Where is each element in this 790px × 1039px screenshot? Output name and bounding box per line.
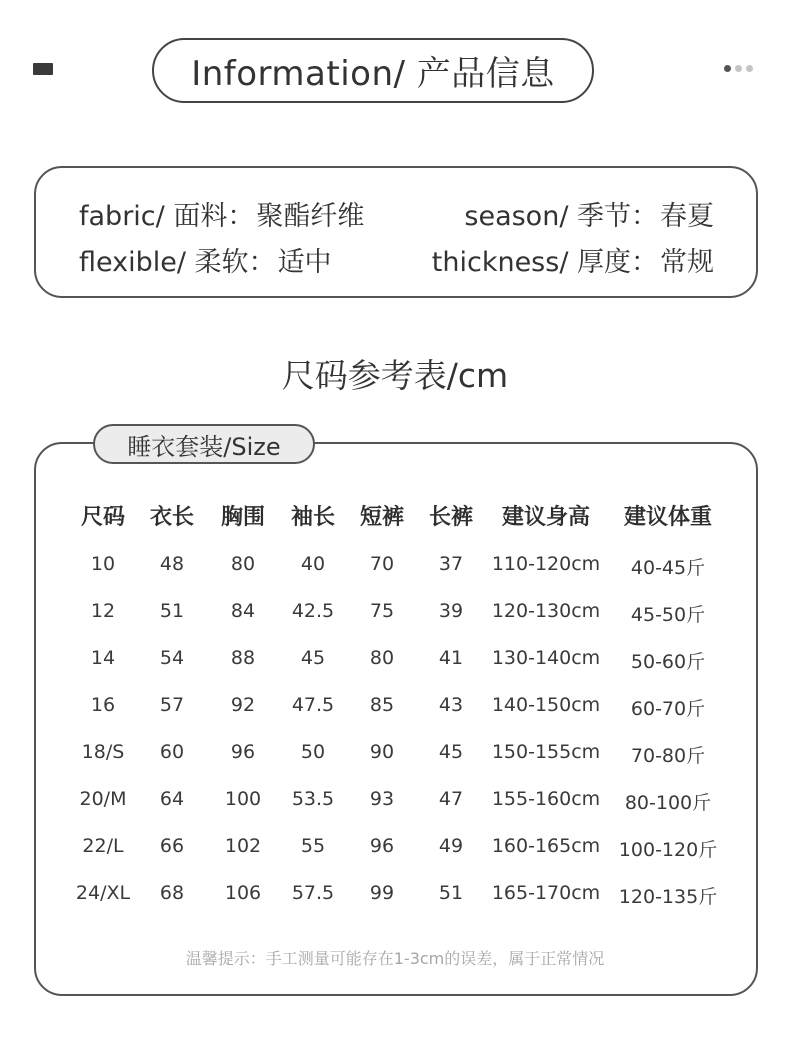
column-header-sleeve: 袖长 [290, 505, 336, 530]
table-cell: 80 [230, 553, 256, 575]
page-title: Information/ 产品信息 [152, 38, 594, 103]
table-cell: 40-45斤 [630, 557, 706, 579]
table-cell: 60 [159, 741, 185, 763]
table-cell: 80 [369, 647, 395, 669]
table-cell: 50 [300, 741, 326, 763]
table-cell: 120-130cm [491, 600, 601, 622]
attribute-value: 聚酯纤维 [256, 201, 365, 232]
table-cell: 14 [90, 647, 116, 669]
size-chart-heading: 尺码参考表/cm [281, 356, 509, 395]
attribute-fabric [79, 194, 364, 233]
more-dots-icon [724, 65, 753, 72]
column-header-height: 建议身高 [501, 505, 591, 530]
attribute-season [464, 194, 714, 233]
table-cell: 160-165cm [491, 835, 601, 857]
more-dot [746, 65, 753, 72]
column-header-length: 衣长 [149, 505, 195, 530]
table-cell: 80-100斤 [624, 792, 712, 814]
table-cell: 140-150cm [491, 694, 601, 716]
table-cell: 165-170cm [491, 882, 601, 904]
attribute-label: season/ 季节： [464, 201, 658, 232]
attribute-flexible [79, 240, 332, 279]
table-cell: 66 [159, 835, 185, 857]
table-cell: 45 [300, 647, 326, 669]
table-cell: 43 [438, 694, 464, 716]
column-header-chest: 胸围 [220, 505, 266, 530]
attribute-value: 适中 [277, 247, 332, 278]
table-cell: 37 [438, 553, 464, 575]
table-cell: 22/L [82, 835, 124, 857]
table-cell: 88 [230, 647, 256, 669]
table-cell: 100 [224, 788, 262, 810]
table-cell: 20/M [79, 788, 127, 810]
table-cell: 55 [300, 835, 326, 857]
table-cell: 70-80斤 [630, 745, 706, 767]
table-cell: 51 [438, 882, 464, 904]
table-cell: 64 [159, 788, 185, 810]
table-cell: 96 [230, 741, 256, 763]
table-cell: 45 [438, 741, 464, 763]
table-cell: 12 [90, 600, 116, 622]
table-cell: 51 [159, 600, 185, 622]
table-cell: 10 [90, 553, 116, 575]
attribute-value: 春夏 [660, 201, 714, 232]
table-cell: 49 [438, 835, 464, 857]
table-cell: 155-160cm [491, 788, 601, 810]
table-cell: 92 [230, 694, 256, 716]
attribute-label: thickness/ 厚度： [431, 247, 658, 278]
table-cell: 99 [369, 882, 395, 904]
product-attributes-box [34, 166, 758, 298]
attribute-label: flexible/ 柔软： [79, 247, 276, 278]
table-cell: 150-155cm [491, 741, 601, 763]
table-cell: 100-120斤 [618, 839, 718, 861]
table-cell: 85 [369, 694, 395, 716]
table-cell: 130-140cm [491, 647, 601, 669]
table-cell: 70 [369, 553, 395, 575]
column-header-shorts: 短裤 [359, 505, 405, 530]
table-cell: 50-60斤 [630, 651, 706, 673]
more-dot [724, 65, 731, 72]
table-cell: 93 [369, 788, 395, 810]
table-cell: 110-120cm [491, 553, 601, 575]
table-cell: 48 [159, 553, 185, 575]
more-dot [735, 65, 742, 72]
table-cell: 24/XL [75, 882, 131, 904]
attribute-label: fabric/ 面料： [79, 201, 255, 232]
table-cell: 18/S [81, 741, 125, 763]
table-cell: 68 [159, 882, 185, 904]
table-cell: 16 [90, 694, 116, 716]
column-header-trousers: 长裤 [428, 505, 474, 530]
table-cell: 75 [369, 600, 395, 622]
table-cell: 106 [224, 882, 262, 904]
table-cell: 54 [159, 647, 185, 669]
table-cell: 84 [230, 600, 256, 622]
attribute-value: 常规 [660, 247, 714, 278]
table-cell: 60-70斤 [630, 698, 706, 720]
table-cell: 45-50斤 [630, 604, 706, 626]
measurement-tip: 温馨提示：手工测量可能存在1-3cm的误差，属于正常情况 [185, 949, 605, 968]
table-cell: 90 [369, 741, 395, 763]
column-header-size: 尺码 [80, 505, 126, 530]
column-header-weight: 建议体重 [623, 505, 713, 530]
size-table-tab: 睡衣套装/Size [93, 424, 315, 464]
menu-dash-icon [33, 63, 53, 75]
table-cell: 53.5 [291, 788, 335, 810]
table-cell: 47 [438, 788, 464, 810]
table-cell: 120-135斤 [618, 886, 718, 908]
table-cell: 40 [300, 553, 326, 575]
table-cell: 57.5 [291, 882, 335, 904]
table-cell: 96 [369, 835, 395, 857]
table-cell: 47.5 [291, 694, 335, 716]
table-cell: 102 [224, 835, 262, 857]
table-cell: 42.5 [291, 600, 335, 622]
table-cell: 39 [438, 600, 464, 622]
table-cell: 57 [159, 694, 185, 716]
table-cell: 41 [438, 647, 464, 669]
attribute-thickness [432, 240, 714, 279]
